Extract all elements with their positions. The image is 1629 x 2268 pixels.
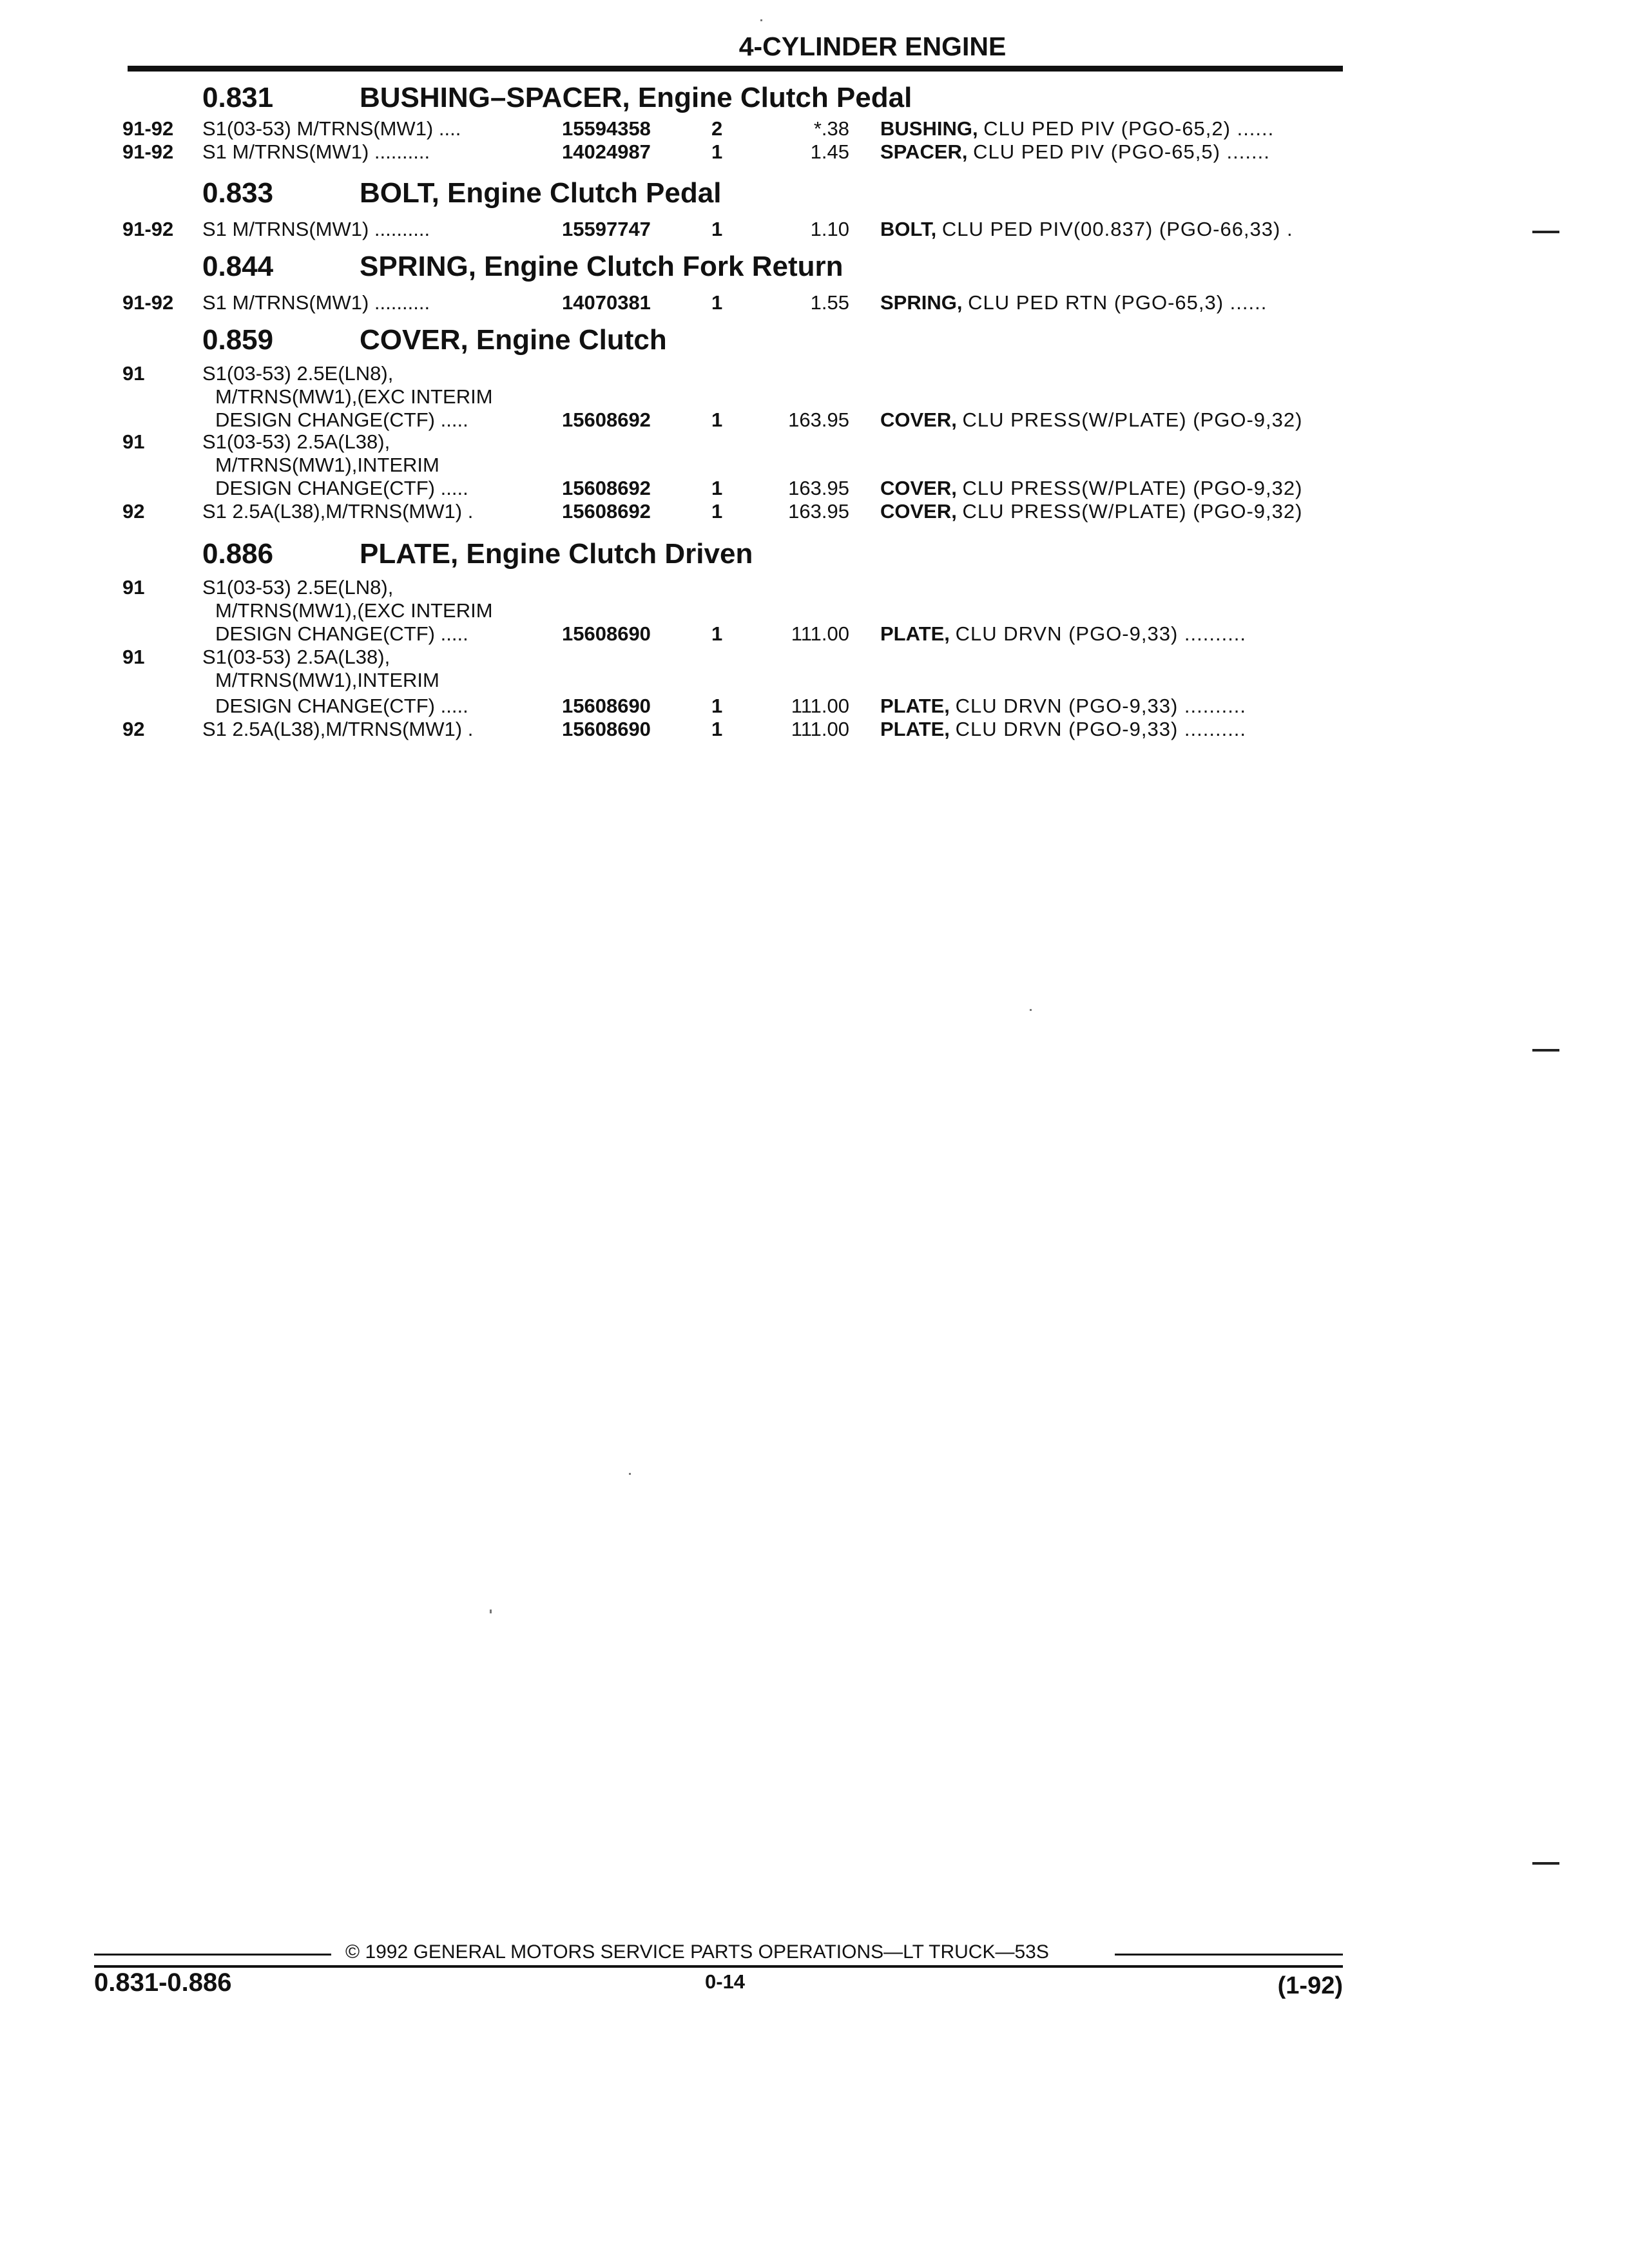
usage-description: DESIGN CHANGE(CTF) .....: [215, 695, 468, 717]
page-header: [0, 31, 1629, 62]
part-name-detail: CLU PED PIV(00.837) (PGO-66,33) .: [941, 218, 1293, 240]
part-name-noun: PLATE,: [880, 718, 950, 740]
part-number: 14070381: [562, 291, 651, 314]
model-year: 92: [122, 718, 145, 740]
part-number: 15608690: [562, 695, 651, 717]
part-name-noun: BOLT,: [880, 218, 937, 240]
quantity: 1: [711, 218, 723, 240]
page-title: 4-CYLINDER ENGINE: [738, 32, 1007, 61]
part-name: [880, 695, 1246, 718]
usage-description: S1 2.5A(L38),M/TRNS(MW1) .: [202, 500, 474, 523]
part-name-detail: CLU PRESS(W/PLATE) (PGO-9,32): [962, 500, 1303, 523]
part-number: 14024987: [562, 140, 651, 163]
footer-date: (1-92): [1277, 1972, 1343, 1999]
part-number: 15597747: [562, 218, 651, 240]
usage-description: M/TRNS(MW1),(EXC INTERIM: [215, 599, 493, 622]
footer-rule: [1115, 1954, 1343, 1956]
part-name-noun: PLATE,: [880, 622, 950, 645]
part-name: [880, 718, 1246, 741]
section-code: 0.831: [202, 82, 274, 113]
part-name: [880, 408, 1302, 432]
usage-description: M/TRNS(MW1),INTERIM: [215, 669, 439, 691]
part-name-noun: BUSHING,: [880, 117, 978, 140]
section-code: 0.844: [202, 251, 274, 282]
part-name-detail: CLU PED PIV (PGO-65,5) .......: [973, 140, 1270, 163]
price: 1.10: [810, 218, 849, 240]
margin-mark: [1532, 231, 1559, 233]
part-number: 15608690: [562, 622, 651, 645]
part-name: [880, 140, 1270, 164]
scan-speck: [1030, 1009, 1032, 1011]
model-year: 91: [122, 576, 145, 599]
usage-description: S1 2.5A(L38),M/TRNS(MW1) .: [202, 718, 474, 740]
page-number: 0-14: [705, 1970, 746, 1993]
part-name-noun: COVER,: [880, 477, 957, 499]
section-title: COVER, Engine Clutch: [360, 324, 667, 356]
part-number: 15608692: [562, 477, 651, 499]
usage-description: S1(03-53) 2.5A(L38),: [202, 430, 390, 453]
usage-description: DESIGN CHANGE(CTF) .....: [215, 477, 468, 499]
part-name-detail: CLU DRVN (PGO-9,33) ..........: [955, 695, 1247, 717]
price: 1.45: [810, 140, 849, 163]
model-year: 91: [122, 646, 145, 668]
quantity: 2: [711, 117, 723, 140]
usage-description: S1(03-53) 2.5A(L38),: [202, 646, 390, 668]
part-name-detail: CLU PED RTN (PGO-65,3) ......: [968, 291, 1268, 314]
scan-speck: [490, 1610, 492, 1613]
part-name-detail: CLU PED PIV (PGO-65,2) ......: [983, 117, 1275, 140]
footer-copyright: © 1992 GENERAL MOTORS SERVICE PARTS OPERATIONS—LT TRUCK—53S: [345, 1941, 1049, 1963]
model-year: 91-92: [122, 291, 174, 314]
part-name: [880, 291, 1267, 314]
margin-mark: [1532, 1862, 1559, 1865]
part-number: 15608690: [562, 718, 651, 740]
part-name-noun: PLATE,: [880, 695, 950, 717]
quantity: 1: [711, 477, 723, 499]
section-title: BOLT, Engine Clutch Pedal: [360, 177, 722, 209]
section-heading: [202, 250, 843, 284]
model-year: 91-92: [122, 140, 174, 163]
part-number: 15608692: [562, 408, 651, 431]
footer-rule: [94, 1954, 331, 1956]
part-name-detail: CLU DRVN (PGO-9,33) ..........: [955, 622, 1247, 645]
part-number: 15608692: [562, 500, 651, 523]
section-title: BUSHING–SPACER, Engine Clutch Pedal: [360, 82, 912, 113]
part-name: [880, 477, 1302, 500]
price: *.38: [813, 117, 849, 140]
model-year: 91-92: [122, 117, 174, 140]
footer-item-range: 0.831-0.886: [94, 1968, 232, 1997]
part-number: 15594358: [562, 117, 651, 140]
model-year: 91-92: [122, 218, 174, 240]
section-title: PLATE, Engine Clutch Driven: [360, 538, 753, 570]
usage-description: S1(03-53) M/TRNS(MW1) ....: [202, 117, 461, 140]
part-name-noun: COVER,: [880, 500, 957, 523]
usage-description: S1(03-53) 2.5E(LN8),: [202, 576, 394, 599]
section-heading: [202, 323, 667, 357]
section-heading: [202, 537, 753, 571]
usage-description: S1 M/TRNS(MW1) ..........: [202, 218, 430, 240]
price: 111.00: [791, 695, 849, 717]
section-code: 0.833: [202, 177, 274, 209]
scan-speck: [629, 1473, 631, 1475]
quantity: 1: [711, 408, 723, 431]
section-heading: [202, 177, 721, 210]
section-title: SPRING, Engine Clutch Fork Return: [360, 251, 843, 282]
section-heading: [202, 81, 912, 115]
usage-description: S1(03-53) 2.5E(LN8),: [202, 362, 394, 385]
scan-speck: [760, 19, 762, 21]
part-name-detail: CLU PRESS(W/PLATE) (PGO-9,32): [962, 477, 1303, 499]
part-name-noun: SPRING,: [880, 291, 963, 314]
usage-description: DESIGN CHANGE(CTF) .....: [215, 622, 468, 645]
header-rule: [128, 66, 1343, 72]
part-name: [880, 622, 1246, 646]
margin-mark: [1532, 1049, 1559, 1052]
price: 111.00: [791, 718, 849, 740]
usage-description: M/TRNS(MW1),INTERIM: [215, 454, 439, 476]
price: 163.95: [788, 477, 849, 499]
section-code: 0.886: [202, 538, 274, 570]
usage-description: S1 M/TRNS(MW1) ..........: [202, 140, 430, 163]
footer-rule: [94, 1965, 1343, 1968]
model-year: 91: [122, 362, 145, 385]
usage-description: S1 M/TRNS(MW1) ..........: [202, 291, 430, 314]
price: 163.95: [788, 408, 849, 431]
part-name: [880, 218, 1293, 241]
usage-description: M/TRNS(MW1),(EXC INTERIM: [215, 385, 493, 408]
part-name-noun: COVER,: [880, 408, 957, 431]
part-name-noun: SPACER,: [880, 140, 968, 163]
part-name-detail: CLU DRVN (PGO-9,33) ..........: [955, 718, 1247, 740]
quantity: 1: [711, 500, 723, 523]
quantity: 1: [711, 622, 723, 645]
usage-description: DESIGN CHANGE(CTF) .....: [215, 408, 468, 431]
model-year: 92: [122, 500, 145, 523]
price: 1.55: [810, 291, 849, 314]
quantity: 1: [711, 695, 723, 717]
part-name: [880, 117, 1274, 140]
quantity: 1: [711, 140, 723, 163]
model-year: 91: [122, 430, 145, 453]
part-name: [880, 500, 1302, 523]
quantity: 1: [711, 291, 723, 314]
price: 111.00: [791, 622, 849, 645]
quantity: 1: [711, 718, 723, 740]
price: 163.95: [788, 500, 849, 523]
section-code: 0.859: [202, 324, 274, 356]
part-name-detail: CLU PRESS(W/PLATE) (PGO-9,32): [962, 408, 1303, 431]
